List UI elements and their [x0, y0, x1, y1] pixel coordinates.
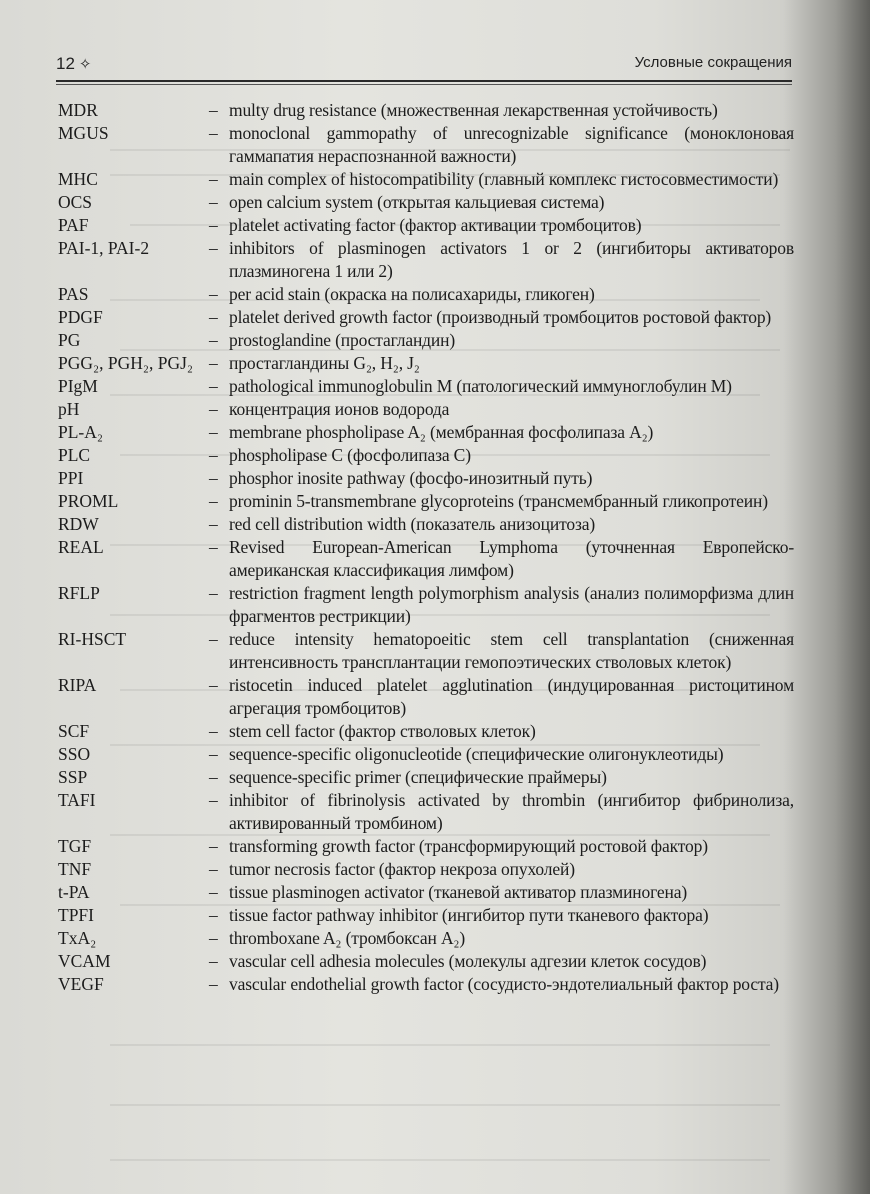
dash-separator: – — [209, 721, 218, 741]
abbreviation-term: RFLP — [58, 583, 100, 603]
dash-separator: – — [209, 100, 218, 120]
abbreviation-entry — [58, 582, 794, 628]
abbreviation-term: PPI — [58, 468, 84, 488]
abbreviation-entry — [58, 674, 794, 720]
abbreviation-definition: inhibitors of plasminogen activators 1 or 2 (ингибиторы активаторов плазминогена 1 или 2) — [229, 238, 794, 281]
abbreviation-term: OCS — [58, 192, 93, 212]
abbreviation-term: PAI-1, PAI-2 — [58, 238, 150, 258]
abbreviation-term: PAS — [58, 284, 89, 304]
abbreviation-definition: reduce intensity hematopoeitic stem cell transplantation (сниженная интенсивность трансплантации гемопоэтических стволовых клеток) — [229, 629, 794, 672]
abbreviation-list — [58, 99, 794, 996]
abbreviation-definition: restriction fragment length polymorphism analysis (анализ полиморфизма длин фрагментов рестрикции) — [229, 583, 794, 626]
abbreviation-term: PIgM — [58, 376, 98, 396]
abbreviation-entry — [58, 835, 794, 858]
abbreviation-definition: phospholipase C (фосфолипаза C) — [229, 445, 471, 465]
abbreviation-definition: phosphor inosite pathway (фосфо-инозитный путь) — [229, 468, 593, 488]
dash-separator: – — [209, 445, 218, 465]
dash-separator: – — [209, 123, 218, 143]
abbreviation-term: PROML — [58, 491, 119, 511]
abbreviation-definition: red cell distribution width (показатель анизоцитоза) — [229, 514, 596, 534]
abbreviation-definition: platelet activating factor (фактор активации тромбоцитов) — [229, 215, 642, 235]
dash-separator: – — [209, 514, 218, 534]
abbreviation-entry — [58, 191, 794, 214]
abbreviation-term: TGF — [58, 836, 92, 856]
abbreviation-term: PLC — [58, 445, 91, 465]
dash-separator: – — [209, 928, 218, 948]
abbreviation-definition: prostoglandine (простагландин) — [229, 330, 456, 350]
abbreviation-entry — [58, 720, 794, 743]
abbreviation-entry — [58, 467, 794, 490]
abbreviation-term: SCF — [58, 721, 90, 741]
dash-separator: – — [209, 376, 218, 396]
dash-separator: – — [209, 307, 218, 327]
dash-separator: – — [209, 169, 218, 189]
abbreviation-entry — [58, 950, 794, 973]
dash-separator: – — [209, 284, 218, 304]
abbreviation-term: VCAM — [58, 951, 111, 971]
page-header — [56, 50, 792, 80]
abbreviation-entry — [58, 927, 794, 950]
abbreviation-entry — [58, 766, 794, 789]
abbreviation-definition: sequence-specific oligonucleotide (специфические олигонуклеотиды) — [229, 744, 724, 764]
dash-separator: – — [209, 790, 218, 810]
dash-separator: – — [209, 238, 218, 258]
abbreviation-definition: thromboxane A₂ (тромбоксан A₂) — [229, 928, 466, 948]
dash-separator: – — [209, 192, 218, 212]
abbreviation-definition: vascular endothelial growth factor (сосудисто-эндотелиальный фактор роста) — [229, 974, 779, 994]
abbreviation-term: PGG₂, PGH₂, PGJ₂ — [58, 353, 194, 373]
abbreviation-term: TxA₂ — [58, 928, 97, 948]
dash-separator: – — [209, 583, 218, 603]
abbreviation-definition: transforming growth factor (трансформирующий ростовой фактор) — [229, 836, 708, 856]
abbreviation-entry — [58, 789, 794, 835]
abbreviation-entry — [58, 375, 794, 398]
abbreviation-definition: vascular cell adhesia molecules (молекулы адгезии клеток сосудов) — [229, 951, 707, 971]
abbreviation-definition: per acid stain (окраска на полисахариды, гликоген) — [229, 284, 595, 304]
dash-separator: – — [209, 744, 218, 764]
dash-separator: – — [209, 629, 218, 649]
header-rule-thin — [56, 84, 792, 85]
dash-separator: – — [209, 905, 218, 925]
abbreviation-term: pH — [58, 399, 80, 419]
dash-separator: – — [209, 882, 218, 902]
abbreviation-definition: monoclonal gammopathy of unrecognizable significance (моноклоновая гаммапатия нераспознанной важности) — [229, 123, 794, 166]
abbreviation-term: PG — [58, 330, 81, 350]
abbreviation-definition: membrane phospholipase A₂ (мембранная фосфолипаза A₂) — [229, 422, 654, 442]
header-rule — [56, 80, 792, 82]
abbreviation-definition: tumor necrosis factor (фактор некроза опухолей) — [229, 859, 575, 879]
abbreviation-definition: tissue factor pathway inhibitor (ингибитор пути тканевого фактора) — [229, 905, 709, 925]
ornament-icon: ✧ — [78, 56, 92, 73]
abbreviation-entry — [58, 283, 794, 306]
abbreviation-entry — [58, 237, 794, 283]
dash-separator: – — [209, 399, 218, 419]
abbreviation-term: PDGF — [58, 307, 103, 327]
dash-separator: – — [209, 422, 218, 442]
abbreviation-entry — [58, 99, 794, 122]
abbreviation-entry — [58, 168, 794, 191]
abbreviation-term: RDW — [58, 514, 99, 534]
abbreviation-term: t-PA — [58, 882, 90, 902]
abbreviation-term: PL-A₂ — [58, 422, 103, 442]
abbreviation-term: TAFI — [58, 790, 96, 810]
page-number — [56, 54, 92, 74]
abbreviation-entry — [58, 490, 794, 513]
abbreviation-entry — [58, 122, 794, 168]
abbreviation-definition: простагландины G₂, H₂, J₂ — [229, 353, 420, 373]
abbreviation-entry — [58, 858, 794, 881]
abbreviation-entry — [58, 421, 794, 444]
dash-separator: – — [209, 836, 218, 856]
dash-separator: – — [209, 537, 218, 557]
dash-separator: – — [209, 974, 218, 994]
abbreviation-definition: inhibitor of fibrinolysis activated by thrombin (ингибитор фибринолиза, активированный тромбином) — [229, 790, 794, 833]
dash-separator: – — [209, 675, 218, 695]
abbreviation-term: VEGF — [58, 974, 104, 994]
abbreviation-entry — [58, 352, 794, 375]
abbreviation-entry — [58, 743, 794, 766]
abbreviation-entry — [58, 628, 794, 674]
dash-separator: – — [209, 491, 218, 511]
abbreviation-entry — [58, 329, 794, 352]
abbreviation-definition: tissue plasminogen activator (тканевой активатор плазминогена) — [229, 882, 688, 902]
abbreviation-term: PAF — [58, 215, 89, 235]
dash-separator: – — [209, 859, 218, 879]
abbreviation-entry — [58, 973, 794, 996]
abbreviation-entry — [58, 444, 794, 467]
dash-separator: – — [209, 767, 218, 787]
abbreviation-entry — [58, 398, 794, 421]
abbreviation-term: SSO — [58, 744, 91, 764]
abbreviation-definition: main complex of histocompatibility (главный комплекс гистосовместимости) — [229, 169, 779, 189]
abbreviation-definition: Revised European-American Lymphoma (уточненная Европейско-американская классификация лимфом) — [229, 537, 794, 580]
dash-separator: – — [209, 353, 218, 373]
abbreviation-term: MDR — [58, 100, 98, 120]
abbreviation-definition: sequence-specific primer (специфические праймеры) — [229, 767, 607, 787]
dash-separator: – — [209, 215, 218, 235]
page-number-text: 12 — [56, 54, 75, 73]
abbreviation-definition: prominin 5-transmembrane glycoproteins (трансмембранный гликопротеин) — [229, 491, 768, 511]
abbreviation-term: TPFI — [58, 905, 94, 925]
abbreviation-entry — [58, 306, 794, 329]
abbreviation-term: RIPA — [58, 675, 97, 695]
abbreviation-entry — [58, 513, 794, 536]
abbreviation-entry — [58, 881, 794, 904]
abbreviation-term: TNF — [58, 859, 92, 879]
abbreviation-entry — [58, 214, 794, 237]
abbreviation-entry — [58, 904, 794, 927]
abbreviation-term: MHC — [58, 169, 98, 189]
running-title: Условные сокращения — [634, 54, 792, 71]
abbreviation-definition: ristocetin induced platelet agglutination (индуцированная ристоцитином агрегация тромбоцитов) — [229, 675, 794, 718]
abbreviation-definition: open calcium system (открытая кальциевая система) — [229, 192, 605, 212]
dash-separator: – — [209, 468, 218, 488]
abbreviation-term: MGUS — [58, 123, 109, 143]
abbreviation-term: SSP — [58, 767, 88, 787]
dash-separator: – — [209, 330, 218, 350]
abbreviation-definition: stem cell factor (фактор стволовых клеток) — [229, 721, 536, 741]
abbreviation-term: RI-HSCT — [58, 629, 127, 649]
dash-separator: – — [209, 951, 218, 971]
abbreviation-definition: platelet derived growth factor (производный тромбоцитов ростовой фактор) — [229, 307, 772, 327]
abbreviation-term: REAL — [58, 537, 104, 557]
abbreviation-definition: multy drug resistance (множественная лекарственная устойчивость) — [229, 100, 718, 120]
abbreviation-definition: pathological immunoglobulin M (патологический иммуноглобулин M) — [229, 376, 732, 396]
abbreviation-entry — [58, 536, 794, 582]
abbreviation-definition: концентрация ионов водорода — [229, 399, 450, 419]
